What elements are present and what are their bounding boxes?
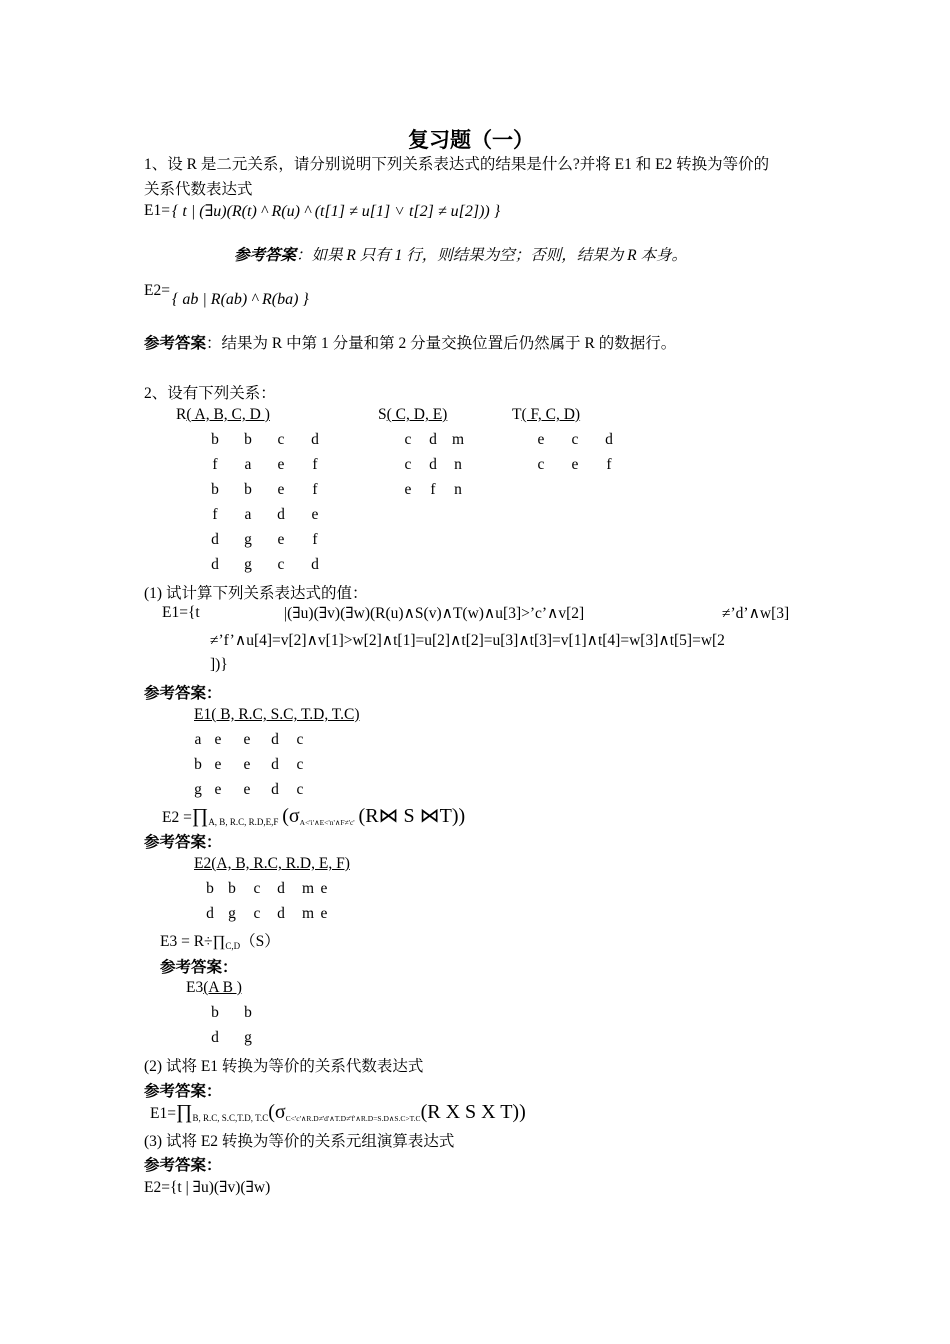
answer-colon: ： (206, 834, 222, 851)
table-cell: e (214, 731, 222, 748)
table-cell: e (243, 756, 251, 773)
answer-label-e1 (144, 681, 222, 703)
table-cell: f (212, 506, 218, 523)
table-cell: a (244, 506, 252, 523)
q2-intro: 2、设有下列关系： (144, 385, 276, 402)
table-cell: c (537, 456, 545, 473)
table-cell: e (277, 531, 285, 548)
table-cell: m (451, 431, 465, 448)
table-cell: e (404, 481, 412, 498)
table-cell: c (571, 431, 579, 448)
e2-calculus-expression: E2={t | ∃u)(∃v)(∃w) (144, 1179, 271, 1196)
q1-e1-answer (234, 243, 687, 265)
table-cell: d (311, 431, 319, 448)
table-cell: d (277, 506, 285, 523)
table-cell: b (244, 1004, 252, 1021)
projection-attributes: C,D (225, 941, 241, 951)
projection-symbol: ∏ (175, 1101, 193, 1123)
table-cell: c (253, 880, 261, 897)
q1-e2-label: E2= (144, 282, 170, 299)
q1-e2-expression: { ab | R(ab) ^ R(ba) } (172, 291, 309, 308)
table-cell: e (320, 905, 328, 922)
answer-colon: ： (206, 1083, 222, 1100)
table-cell: c (296, 781, 304, 798)
table-cell: d (277, 880, 285, 897)
e1-label: E1= (150, 1105, 176, 1122)
table-cell: b (211, 1004, 219, 1021)
e1-algebra-expression (150, 1101, 526, 1124)
answer-label-text: 参考答案 (144, 1083, 207, 1100)
answer-colon: ： (206, 685, 222, 702)
table-cell: a (244, 456, 252, 473)
e2-result-header: E2(A, B, R.C, R.D, E, F) (194, 855, 350, 872)
q2-e1-line3: ])} (210, 656, 228, 673)
q2-part1-heading: (1) 试计算下列关系表达式的值： (144, 585, 368, 602)
table-cell: d (271, 781, 279, 798)
table-cell: e (277, 456, 285, 473)
answer-label-text: 参考答案 (144, 834, 207, 851)
answer-label-part3 (144, 1153, 222, 1175)
selection-condition: A<'i'∧E<'n'∧F≠'c' (299, 818, 355, 827)
table-cell: g (194, 781, 202, 798)
answer-label-text: 参考答案 (144, 685, 207, 702)
table-cell: f (606, 456, 612, 473)
q2-e3-expression (160, 929, 280, 951)
table-cell: e (277, 481, 285, 498)
e3-label: E3 = R÷∏ (160, 933, 226, 950)
table-cell: e (214, 756, 222, 773)
table-cell: e (214, 781, 222, 798)
table-cell: e (571, 456, 579, 473)
table-cell: g (244, 1029, 252, 1046)
answer-label: 参考答案 (144, 335, 207, 352)
relation-attributes: ( F, C, D) (521, 406, 581, 423)
relation-t-header (512, 406, 580, 424)
q1-text-line1: 1、设 R 是二元关系，请分别说明下列关系表达式的结果是什么?并将 E1 和 E2 转换为等价的 (144, 156, 770, 173)
relation-attributes: (A B ) (203, 979, 242, 996)
table-cell: c (404, 456, 412, 473)
relation-name: T (512, 406, 522, 423)
q2-e1-line2: ≠’f’∧u[4]=v[2]∧v[1]>w[2]∧t[1]=u[2]∧t[2]=u[3]∧t[3]=v[1]∧t[4]=w[3]∧t[5]=w[2 (210, 632, 725, 649)
page-title: 复习题（一） (408, 128, 534, 152)
table-cell: f (212, 456, 218, 473)
q2-part3-heading: (3) 试将 E2 转换为等价的关系元组演算表达式 (144, 1133, 455, 1150)
table-cell: b (228, 880, 236, 897)
projection-attributes: B, R.C, S.C,T.D, T.C (192, 1113, 269, 1123)
table-cell: c (296, 756, 304, 773)
q1-e1-expression: { t | (∃u)(R(t) ^ R(u) ^ (t[1] ≠ u[1] ˅ t[2] ≠ u[2])) } (172, 203, 501, 220)
table-cell: f (312, 531, 318, 548)
answer-colon: ： (206, 1157, 222, 1174)
table-cell: b (211, 431, 219, 448)
answer-label-text: 参考答案 (160, 959, 223, 976)
relation-name: S (378, 406, 387, 423)
table-cell: n (454, 456, 462, 473)
projection-symbol: ∏ (191, 805, 209, 827)
table-cell: e (243, 781, 251, 798)
table-cell: b (206, 880, 214, 897)
table-cell: e (320, 880, 328, 897)
e1-result-header: E1( B, R.C, S.C, T.D, T.C) (194, 706, 360, 723)
table-cell: g (244, 531, 252, 548)
answer-label-part2 (144, 1079, 222, 1101)
relation-s-header (378, 406, 447, 424)
e2-label: E2 = (162, 809, 192, 826)
table-cell: g (228, 905, 236, 922)
table-cell: f (430, 481, 436, 498)
relation-r-header (176, 406, 270, 424)
relation-name: R (176, 406, 187, 423)
table-cell: c (277, 431, 285, 448)
table-cell: c (296, 731, 304, 748)
projection-attributes: A, B, R.C, R.D,E,F (208, 817, 279, 827)
table-cell: d (311, 556, 319, 573)
answer-label-e3 (160, 955, 238, 977)
answer-label-e2 (144, 830, 222, 852)
table-cell: e (311, 506, 319, 523)
table-cell: b (244, 431, 252, 448)
table-cell: m (301, 880, 315, 897)
table-cell: d (277, 905, 285, 922)
e2-join-expression: (R⋈ S ⋈T)) (358, 805, 466, 827)
table-cell: g (244, 556, 252, 573)
table-cell: d (429, 456, 437, 473)
table-cell: d (429, 431, 437, 448)
table-cell: d (206, 905, 214, 922)
table-cell: d (605, 431, 613, 448)
q2-e1-line1-middle: |(∃u)(∃v)(∃w)(R(u)∧S(v)∧T(w)∧u[3]>’c’∧v[2] (284, 605, 585, 622)
table-cell: e (243, 731, 251, 748)
table-cell: b (211, 481, 219, 498)
q1-text-line2: 关系代数表达式 (144, 181, 253, 198)
q1-e2-answer (144, 331, 676, 353)
table-cell: n (454, 481, 462, 498)
table-cell: c (277, 556, 285, 573)
q2-e1-line1-start: E1={t (162, 604, 200, 621)
q2-e2-expression (162, 803, 465, 828)
table-cell: a (194, 731, 202, 748)
table-cell: d (211, 531, 219, 548)
answer-label-text: 参考答案 (144, 1157, 207, 1174)
q2-part2-heading: (2) 试将 E1 转换为等价的关系代数表达式 (144, 1058, 424, 1075)
answer-colon: ： (222, 959, 238, 976)
table-cell: m (301, 905, 315, 922)
table-cell: d (211, 556, 219, 573)
table-cell: c (404, 431, 412, 448)
table-cell: d (211, 1029, 219, 1046)
table-cell: f (312, 481, 318, 498)
table-cell: d (271, 731, 279, 748)
relation-attributes: ( C, D, E) (386, 406, 448, 423)
answer-text: ：结果为 R 中第 1 分量和第 2 分量交换位置后仍然属于 R 的数据行。 (206, 335, 677, 352)
product-expression: (R X S X T)) (420, 1101, 526, 1123)
table-cell: b (244, 481, 252, 498)
relation-name: E3 (186, 979, 204, 996)
e3-operand: （S） (240, 933, 280, 950)
selection-symbol: (σ (282, 805, 300, 827)
selection-symbol: (σ (268, 1101, 286, 1123)
table-cell: f (312, 456, 318, 473)
selection-condition: C<'c'∧R.D≠'d'∧T.D≠'f'∧R.D=S.D∧S.C>T.C (285, 1114, 421, 1123)
e3-result-header (186, 979, 242, 997)
relation-attributes: ( A, B, C, D ) (186, 406, 270, 423)
answer-label: 参考答案 (234, 247, 297, 264)
table-cell: c (253, 905, 261, 922)
table-cell: b (194, 756, 202, 773)
q1-e1-label: E1= (144, 202, 170, 219)
answer-text: ：如果 R 只有 1 行，则结果为空；否则，结果为 R 本身。 (296, 247, 687, 264)
table-cell: e (537, 431, 545, 448)
q2-e1-line1-end: ≠’d’∧w[3] (722, 605, 790, 622)
table-cell: d (271, 756, 279, 773)
